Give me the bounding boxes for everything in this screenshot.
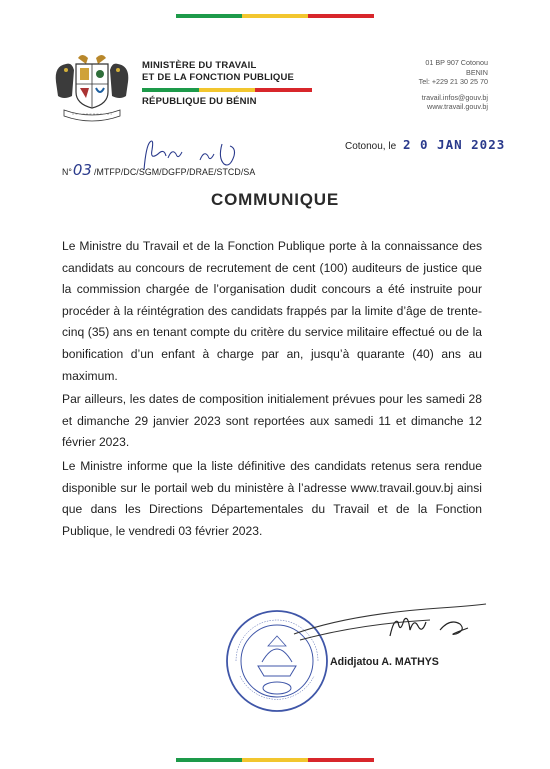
flag-band-top: [176, 14, 374, 18]
contact-phone: Tel: +229 21 30 25 70: [418, 77, 488, 87]
signatory-name: Adidjatou A. MATHYS: [330, 656, 439, 668]
ministry-line1: MINISTÈRE DU TRAVAIL: [142, 60, 257, 71]
flag-red: [308, 14, 374, 18]
paragraph-3: Le Ministre informe que la liste définitive des candidats retenus sera rendue disponible sur le portail web du ministère à l’adresse www.travail.gouv.bj ainsi que dans les Directions Départementales du Travail et de la Fonction Publique, le vendredi 03 février 2023.: [62, 458, 482, 538]
flag-red: [308, 758, 374, 762]
reference-code: /MTFP/DC/SGM/DGFP/DRAE/STCD/SA: [93, 167, 256, 177]
place-date: [345, 137, 505, 152]
handwritten-signature: [290, 600, 490, 645]
reference-number: [62, 161, 255, 179]
flag-green: [176, 758, 242, 762]
coat-of-arms-logo: [52, 52, 132, 124]
flag-yellow: [242, 758, 308, 762]
date-stamp: 2 0 JAN 2023: [402, 137, 506, 152]
place-label: Cotonou, le: [345, 141, 397, 152]
ministry-line2: ET DE LA FONCTION PUBLIQUE: [142, 72, 295, 83]
republic-name: RÉPUBLIQUE DU BÉNIN: [142, 96, 257, 107]
paragraph-2: Par ailleurs, les dates de composition initialement prévues pour les samedi 28 et dimanche 29 janvier 2023 sont reportées aux samedi 11 et dimanche 12 février 2023.: [62, 392, 482, 450]
paragraph-1: Le Ministre du Travail et de la Fonction Publique porte à la connaissance des candidats au concours de recrutement de cent (100) auditeurs de justice que la commission chargée de l’organisation dudit concours a été instruite pour procéder à la réintégration des candidats frappés par la limite d’âge de trente-cinq (35) ans en tenant compte du critère du service militaire effectué ou de la bonification d’un enfant à charge par an, jusqu’à quarante (40) ans au maximum.: [62, 239, 482, 383]
contact-block: [419, 58, 488, 112]
contact-address: 01 BP 907 Cotonou: [425, 58, 488, 67]
flag-band-bottom: [176, 758, 374, 762]
ministry-name: [142, 60, 294, 84]
contact-country: BENIN: [466, 67, 488, 77]
flag-yellow: [199, 88, 256, 92]
contact-email: travail.infos@gouv.bj: [421, 92, 488, 102]
reference-handwritten-number: 03: [72, 161, 92, 179]
flag-green: [142, 88, 199, 92]
document-title: COMMUNIQUE: [211, 190, 339, 209]
ministry-flag-rule: [142, 88, 312, 92]
reference-prefix: N°: [62, 167, 72, 177]
flag-red: [255, 88, 312, 92]
flag-green: [176, 14, 242, 18]
contact-website: www.travail.gouv.bj: [427, 102, 488, 112]
communique-body: [62, 236, 482, 544]
flag-yellow: [242, 14, 308, 18]
